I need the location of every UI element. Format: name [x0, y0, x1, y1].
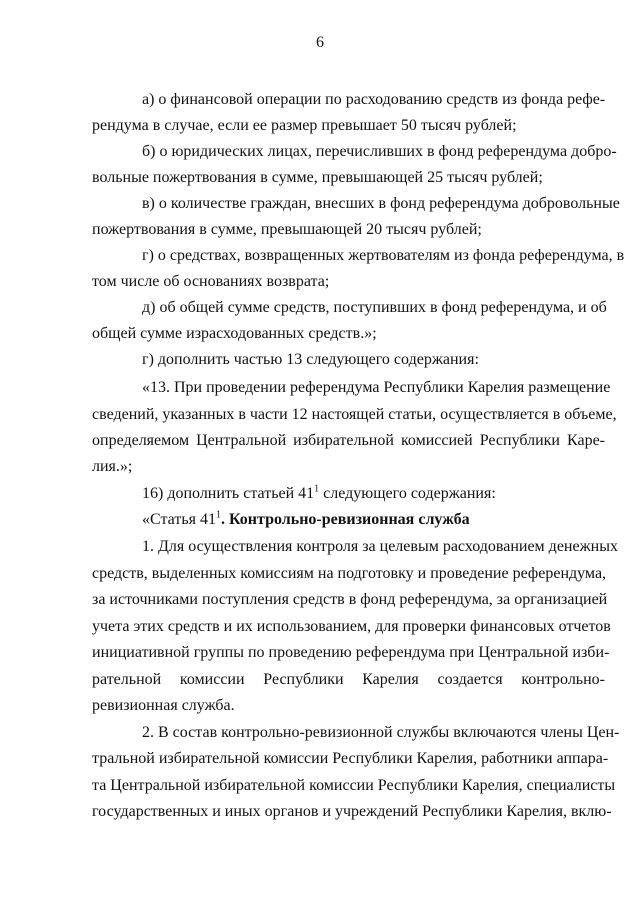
text-line: 2. В состав контрольно-ревизионной службы включаются члены Цен- [142, 724, 620, 741]
text-line: лия.»; [92, 458, 133, 475]
text-line: общей сумме израсходованных средств.»; [92, 325, 377, 342]
text-line: «13. При проведении референдума Республики Карелия размещение [142, 379, 611, 396]
text-line: рательной комиссии Республики Карелия создается контрольно- [92, 671, 605, 688]
text-line: ревизионная служба. [92, 697, 235, 714]
text-line: тральной избирательной комиссии Республики Карелия, работники аппара- [92, 750, 609, 767]
text-line: за источниками поступления средств в фонд референдума, за организацией [92, 591, 608, 608]
text-line: вольные пожертвования в сумме, превышающей 25 тысяч рублей; [92, 169, 543, 186]
article-heading: «Статья $41^1$. Контрольно-ревизионная служба [142, 509, 470, 528]
text-line: 16) дополнить статьей $41^1$ следующего содержания: [142, 483, 496, 502]
text-line: г) дополнить частью 13 следующего содержания: [142, 351, 479, 368]
text-line: г) о средствах, возвращенных жертвователям из фонда референдума, в [142, 247, 625, 264]
text-line: в) о количестве граждан, внесших в фонд референдума добровольные [142, 195, 620, 212]
text-line: государственных и иных органов и учреждений Республики Карелия, вклю- [92, 803, 612, 820]
text-line: пожертвования в сумме, превышающей 20 тысяч рублей; [92, 221, 482, 238]
text-line: определяемом Центральной избирательной комиссией Республики Каре- [92, 432, 605, 449]
text-line: том числе об основаниях возврата; [92, 273, 330, 290]
text-line: б) о юридических лицах, перечисливших в фонд референдума добро- [142, 143, 617, 160]
text-line: сведений, указанных в части 12 настоящей статьи, осуществляется в объеме, [92, 406, 617, 423]
text-line: инициативной группы по проведению референдума при Центральной изби- [92, 644, 610, 661]
text-line: средств, выделенных комиссиям на подготовку и проведение референдума, [92, 565, 607, 582]
text-line: учета этих средств и их использованием, для проверки финансовых отчетов [92, 618, 611, 635]
text-line: 1. Для осуществления контроля за целевым расходованием денежных [142, 538, 618, 555]
page-number: 6 [316, 34, 324, 51]
text-line: а) о финансовой операции по расходованию средств из фонда рефе- [142, 91, 606, 108]
text-line: рендума в случае, если ее размер превышает 50 тысяч рублей; [92, 117, 517, 134]
text-line: та Центральной избирательной комиссии Республики Карелия, специалисты [92, 777, 616, 794]
text-line: д) об общей сумме средств, поступивших в фонд референдума, и об [142, 299, 607, 316]
